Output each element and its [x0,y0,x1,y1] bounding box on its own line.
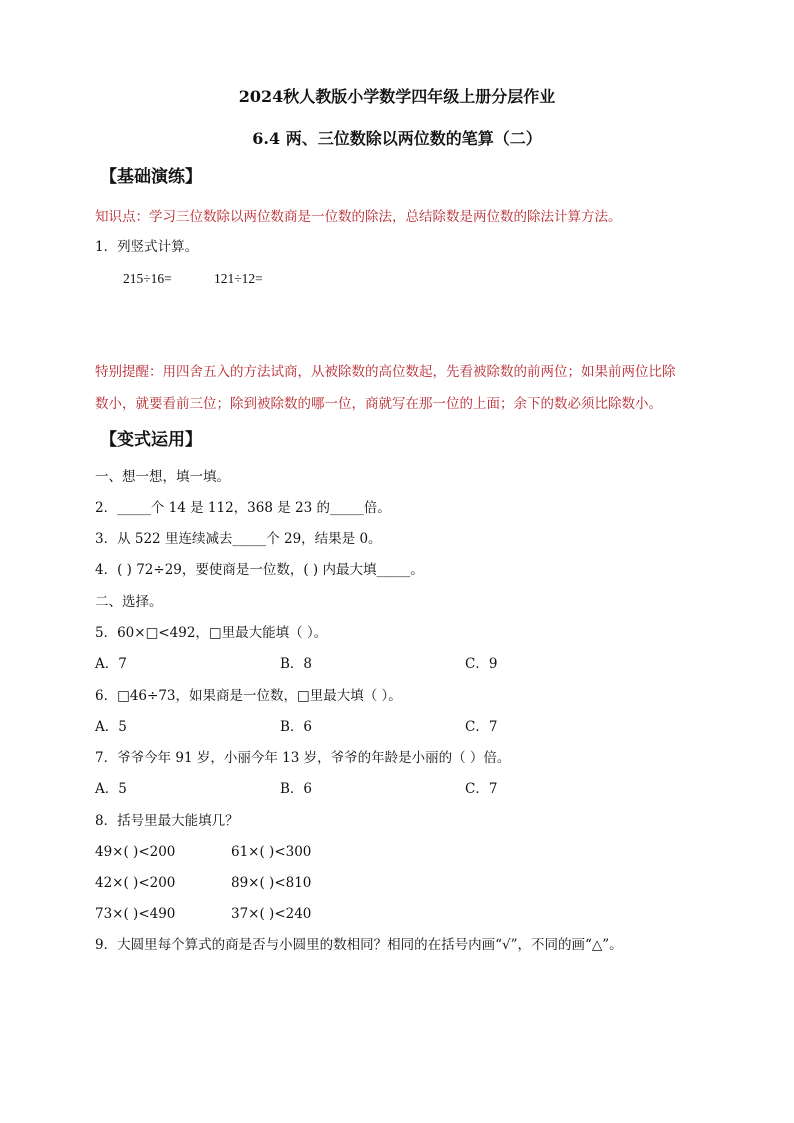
q8-row-2-left: 42×( )<200 [95,875,176,891]
q6-option-b: B．6 [280,719,313,735]
q5-option-b: B．8 [280,656,313,672]
q8-row-1-right: 61×( )<300 [231,844,312,860]
part-1-heading: 一、想一想，填一填。 [95,469,230,485]
question-4: 4．( ) 72÷29，要使商是一位数，( ) 内最大填_____。 [95,562,424,578]
question-2: 2．_____个 14 是 112，368 是 23 的_____倍。 [95,500,391,516]
variant-section-heading: 【变式运用】 [100,430,202,450]
basic-section-heading: 【基础演练】 [100,167,202,187]
page-subtitle: 6.4 两、三位数除以两位数的笔算（二） [252,129,542,148]
q5-option-a: A．7 [95,656,127,672]
q6-option-a: A．5 [95,719,127,735]
knowledge-point: 知识点：学习三位数除以两位数商是一位数的除法，总结除数是两位数的除法计算方法。 [95,209,622,225]
reminder-line-2: 数小，就要看前三位；除到被除数的哪一位，商就写在那一位的上面；余下的数必须比除数小。 [95,396,662,412]
q8-row-2-right: 89×( )<810 [231,875,312,891]
q1-expression-b: 121÷12= [214,271,263,286]
question-1-title: 1．列竖式计算。 [95,239,199,255]
q1-expression-a: 215÷16= [123,271,172,286]
q8-row-1-left: 49×( )<200 [95,844,176,860]
question-8: 8．括号里最大能填几？ [95,813,239,829]
q8-row-3-left: 73×( )<490 [95,906,176,922]
question-9: 9．大圆里每个算式的商是否与小圆里的数相同？相同的在括号内画“√”，不同的画“△”。 [95,937,623,953]
q5-option-c: C．9 [465,656,498,672]
question-6: 6．□46÷73，如果商是一位数，□里最大填（ ）。 [95,688,402,704]
part-2-heading: 二、选择。 [95,594,163,610]
q8-row-3-right: 37×( )<240 [231,906,312,922]
q7-option-c: C．7 [465,781,498,797]
question-7: 7．爷爷今年 91 岁，小丽今年 13 岁，爷爷的年龄是小丽的（ ）倍。 [95,750,511,766]
q7-option-a: A．5 [95,781,127,797]
q6-option-c: C．7 [465,719,498,735]
page-title: 2024秋人教版小学数学四年级上册分层作业 [238,87,556,106]
q7-option-b: B．6 [280,781,313,797]
question-5: 5．60×□<492，□里最大能填（ ）。 [95,625,328,641]
reminder-line-1: 特别提醒：用四舍五入的方法试商，从被除数的高位数起，先看被除数的前两位；如果前两位比除 [95,364,676,380]
question-3: 3．从 522 里连续减去_____个 29，结果是 0。 [95,531,382,547]
